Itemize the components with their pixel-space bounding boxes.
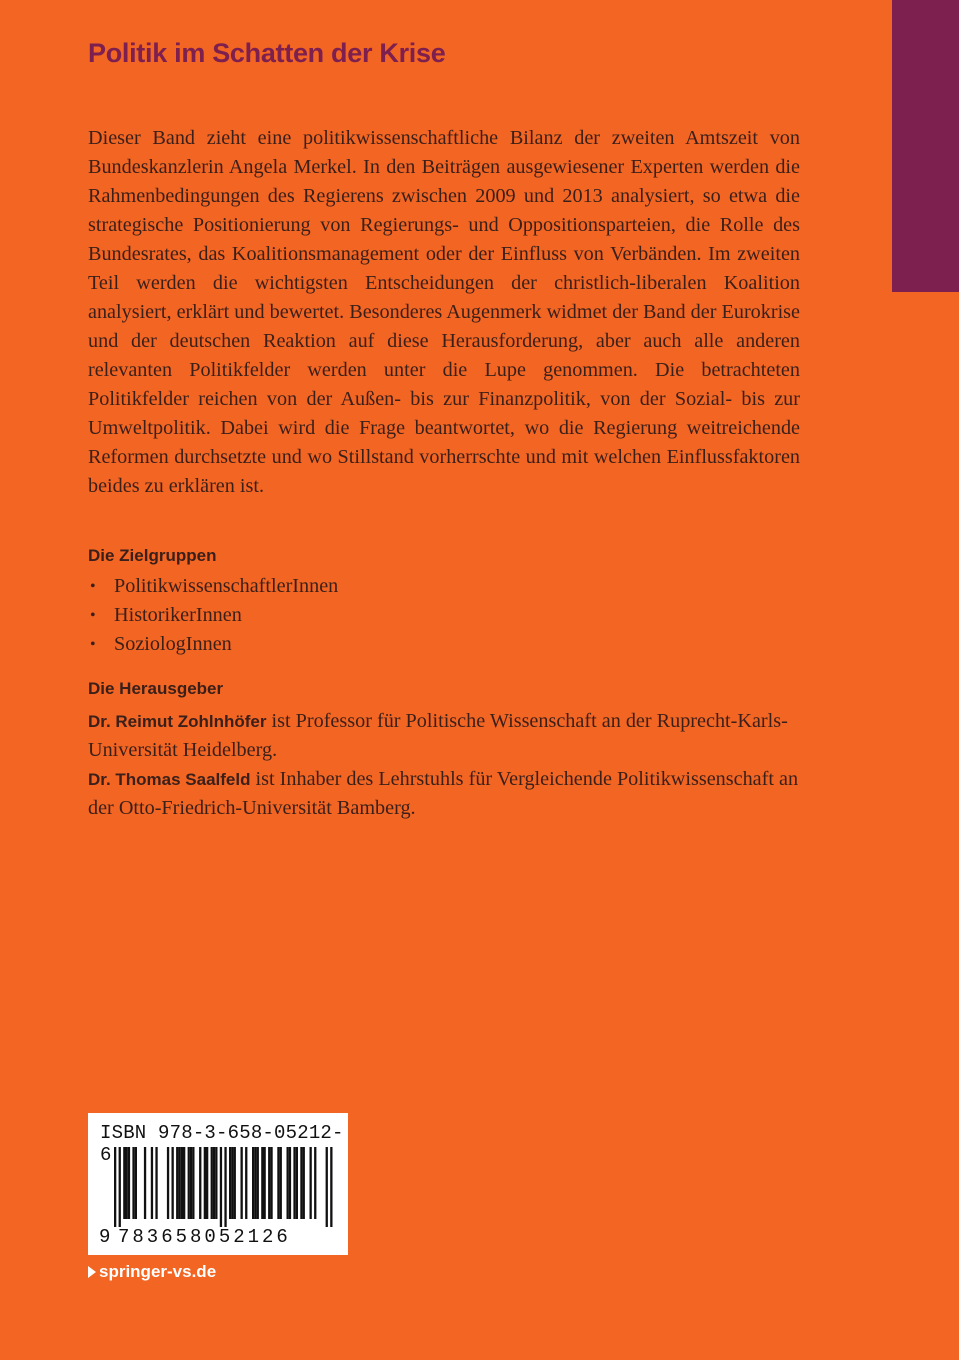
list-item: • SoziologInnen	[88, 630, 338, 659]
barcode-bar	[135, 1147, 137, 1219]
barcode-bar	[303, 1147, 305, 1219]
editor-description: ist Inhaber des Lehrstuhls für Vergleichende Politikwissenschaft an der Otto-Friedrich-Universität Bamberg.	[88, 768, 799, 819]
barcode-first-digit: 9	[99, 1226, 111, 1248]
barcode-bar	[176, 1147, 178, 1219]
accent-band	[892, 0, 959, 292]
barcode-bar	[190, 1147, 192, 1219]
barcode-bar	[132, 1147, 134, 1219]
barcode-bar	[257, 1147, 259, 1219]
barcode-bar	[231, 1147, 233, 1219]
barcode-bar	[289, 1147, 291, 1219]
barcode-bar	[188, 1147, 190, 1219]
target-groups-heading: Die Zielgruppen	[88, 546, 217, 565]
barcode-bar	[245, 1147, 247, 1219]
editor-description: ist Professor für Politische Wissenschaft an der Ruprecht-Karls-Universität Heidelberg.	[88, 710, 788, 761]
barcode-bar	[128, 1147, 130, 1219]
barcode-bars	[98, 1147, 338, 1227]
barcode-bar	[123, 1147, 125, 1219]
barcode-bar	[314, 1147, 316, 1219]
barcode-bar	[254, 1147, 256, 1219]
barcode-bar	[277, 1147, 279, 1219]
barcode-bar	[206, 1147, 208, 1219]
barcode-bar	[192, 1147, 194, 1219]
publisher-link[interactable]	[88, 1262, 216, 1282]
barcode-bar	[172, 1147, 174, 1219]
editors-heading: Die Herausgeber	[88, 679, 224, 698]
editor-name: Dr. Thomas Saalfeld	[88, 770, 251, 789]
barcode-bar	[268, 1147, 270, 1219]
editor-bio	[88, 765, 800, 823]
barcode-bar	[264, 1147, 266, 1219]
barcode-bar	[234, 1147, 236, 1219]
list-item: • PolitikwissenschaftlerInnen	[88, 572, 338, 601]
barcode-bar	[119, 1147, 121, 1227]
barcode-bar	[178, 1147, 180, 1219]
editor-name: Dr. Reimut Zohlnhöfer	[88, 712, 267, 731]
barcode-bar	[144, 1147, 146, 1219]
barcode-bar	[252, 1147, 254, 1219]
publisher-url: springer-vs.de	[99, 1262, 217, 1281]
barcode-bar	[300, 1147, 302, 1219]
barcode-bar	[183, 1147, 185, 1219]
barcode-bar	[261, 1147, 263, 1219]
barcode-bar	[215, 1147, 217, 1219]
editor-bio	[88, 707, 800, 765]
barcode-bar	[211, 1147, 213, 1219]
barcode-bar	[310, 1147, 312, 1219]
barcode-bar	[229, 1147, 231, 1219]
target-groups-list	[88, 572, 338, 659]
barcode-bar	[280, 1147, 282, 1219]
barcode-bar	[293, 1147, 295, 1219]
barcode-bar	[241, 1147, 243, 1219]
barcode-bar	[126, 1147, 128, 1219]
barcode-bar	[224, 1147, 226, 1227]
barcode-bar	[151, 1147, 153, 1219]
barcode-digits: 783658052126	[118, 1226, 291, 1248]
play-arrow-icon	[88, 1266, 96, 1278]
book-title: Politik im Schatten der Krise	[88, 38, 446, 68]
barcode-bar	[167, 1147, 169, 1219]
barcode-bar	[326, 1147, 328, 1227]
isbn-barcode	[88, 1113, 348, 1255]
book-description: Dieser Band zieht eine politikwissenschaftliche Bilanz der zweiten Amtszeit von Bundeskanzlerin Angela Merkel. In den Beiträgen ausgewiesener Experten werden die Rahmenbedingungen des Regierens zwischen 2009 und 2013 analysiert, so etwa die strategische Positionierung von Regierungs- und Oppositionsparteien, die Rolle des Bundesrates, das Koalitionsmanagement oder der Einfluss von Verbänden. Im zweiten Teil werden die wichtigsten Entscheidungen der christlich-liberalen Koalition analysiert, erklärt und bewertet. Besonderes Augenmerk widmet der Band der Eurokrise und der deutschen Reaktion auf diese Herausforderung, aber auch alle anderen relevanten Politikfelder werden unter die Lupe genommen. Die betrachteten Politikfelder reichen von der Außen- bis zur Finanzpolitik, von der Sozial- bis zur Umweltpolitik. Dabei wird die Frage beantwortet, wo die Regierung weitreichende Reformen durchsetzte und wo Stillstand vorherrschte und mit welchen Einflussfaktoren beides zu erklären ist.	[88, 127, 800, 497]
barcode-bar	[220, 1147, 222, 1227]
barcode-bar	[199, 1147, 201, 1219]
isbn-label: ISBN 978-3-658-05212-6	[100, 1122, 344, 1166]
barcode-bar	[114, 1147, 116, 1227]
barcode-bar	[181, 1147, 183, 1219]
barcode-bar	[287, 1147, 289, 1219]
barcode-bar	[155, 1147, 157, 1219]
list-item: • HistorikerInnen	[88, 601, 338, 630]
barcode-bar	[330, 1147, 332, 1227]
barcode-bar	[213, 1147, 215, 1219]
barcode-bar	[204, 1147, 206, 1219]
barcode-bar	[296, 1147, 298, 1219]
barcode-bar	[270, 1147, 272, 1219]
